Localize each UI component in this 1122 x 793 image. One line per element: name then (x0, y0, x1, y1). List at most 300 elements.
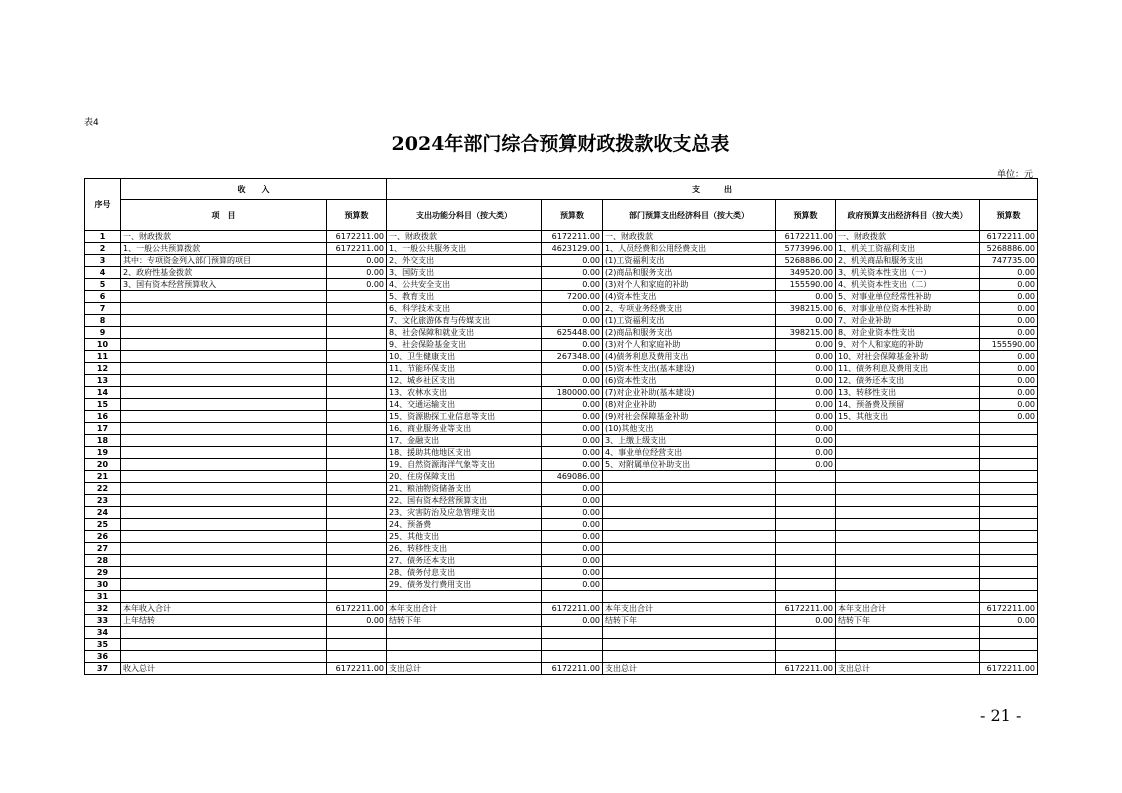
income-item: 1、一般公共预算拨款 (121, 243, 327, 255)
func-item: 13、农林水支出 (387, 387, 542, 399)
gov-econ-amount: 0.00 (980, 267, 1038, 279)
dept-econ-item: 4、事业单位经营支出 (603, 447, 776, 459)
dept-econ-item: 5、对附属单位补助支出 (603, 459, 776, 471)
func-amount: 0.00 (542, 423, 603, 435)
func-item: 18、援助其他地区支出 (387, 447, 542, 459)
gov-econ-item: 4、机关资本性支出（二） (836, 279, 980, 291)
dept-econ-amount (776, 471, 836, 483)
func-item: 29、债务发行费用支出 (387, 579, 542, 591)
gov-econ-amount: 6172211.00 (980, 603, 1038, 615)
header-amount: 预算数 (542, 200, 603, 231)
row-seq: 17 (85, 423, 121, 435)
func-item: 3、国防支出 (387, 267, 542, 279)
row-seq: 25 (85, 519, 121, 531)
func-item: 一、财政拨款 (387, 231, 542, 243)
row-seq: 11 (85, 351, 121, 363)
func-amount: 0.00 (542, 507, 603, 519)
table-row (85, 255, 1038, 267)
dept-econ-item (603, 639, 776, 651)
header-row-1 (85, 179, 1038, 200)
func-amount: 0.00 (542, 567, 603, 579)
gov-econ-amount: 6172211.00 (980, 231, 1038, 243)
table-row (85, 663, 1038, 675)
func-item: 8、社会保障和就业支出 (387, 327, 542, 339)
income-amount (327, 303, 387, 315)
dept-econ-item: (1)工资福利支出 (603, 315, 776, 327)
income-amount (327, 519, 387, 531)
dept-econ-amount: 0.00 (776, 447, 836, 459)
func-amount: 6172211.00 (542, 663, 603, 675)
dept-econ-amount: 398215.00 (776, 303, 836, 315)
table-row (85, 399, 1038, 411)
income-item (121, 459, 327, 471)
func-item: 2、外交支出 (387, 255, 542, 267)
gov-econ-item: 12、债务还本支出 (836, 375, 980, 387)
row-seq: 29 (85, 567, 121, 579)
row-seq: 1 (85, 231, 121, 243)
gov-econ-amount: 0.00 (980, 291, 1038, 303)
gov-econ-amount (980, 567, 1038, 579)
income-amount (327, 555, 387, 567)
func-amount: 0.00 (542, 447, 603, 459)
func-amount: 0.00 (542, 543, 603, 555)
gov-econ-amount (980, 519, 1038, 531)
income-item (121, 375, 327, 387)
row-seq: 27 (85, 543, 121, 555)
table-row (85, 327, 1038, 339)
page-title: 2024年部门综合预算财政拨款收支总表 (391, 133, 730, 155)
row-seq: 10 (85, 339, 121, 351)
gov-econ-amount: 0.00 (980, 351, 1038, 363)
income-item (121, 411, 327, 423)
dept-econ-amount (776, 579, 836, 591)
header-row-2 (85, 200, 1038, 231)
dept-econ-item: (4)资本性支出 (603, 291, 776, 303)
income-item (121, 627, 327, 639)
func-item: 23、灾害防治及应急管理支出 (387, 507, 542, 519)
dept-econ-amount: 6172211.00 (776, 231, 836, 243)
gov-econ-amount (980, 651, 1038, 663)
dept-econ-amount: 0.00 (776, 387, 836, 399)
table-row (85, 423, 1038, 435)
dept-econ-amount (776, 555, 836, 567)
table-row (85, 339, 1038, 351)
dept-econ-item: (2)商品和服务支出 (603, 267, 776, 279)
income-item (121, 519, 327, 531)
row-seq: 3 (85, 255, 121, 267)
row-seq: 26 (85, 531, 121, 543)
func-item: 12、城乡社区支出 (387, 375, 542, 387)
func-amount: 267348.00 (542, 351, 603, 363)
dept-econ-item (603, 519, 776, 531)
table-row (85, 627, 1038, 639)
func-item: 6、科学技术支出 (387, 303, 542, 315)
income-amount: 0.00 (327, 279, 387, 291)
income-amount (327, 543, 387, 555)
gov-econ-item (836, 483, 980, 495)
income-item (121, 567, 327, 579)
gov-econ-amount: 0.00 (980, 327, 1038, 339)
dept-econ-amount (776, 567, 836, 579)
gov-econ-amount: 0.00 (980, 411, 1038, 423)
gov-econ-item (836, 567, 980, 579)
func-amount: 0.00 (542, 615, 603, 627)
func-amount: 0.00 (542, 375, 603, 387)
income-item: 收入总计 (121, 663, 327, 675)
func-item: 本年支出合计 (387, 603, 542, 615)
table-row (85, 495, 1038, 507)
dept-econ-item (603, 567, 776, 579)
dept-econ-item: (4)债务利息及费用支出 (603, 351, 776, 363)
gov-econ-amount (980, 459, 1038, 471)
func-item: 9、社会保险基金支出 (387, 339, 542, 351)
func-amount: 0.00 (542, 555, 603, 567)
income-amount: 6172211.00 (327, 231, 387, 243)
gov-econ-amount (980, 591, 1038, 603)
row-seq: 23 (85, 495, 121, 507)
sheet-tag: 表4 (84, 118, 99, 128)
income-amount (327, 423, 387, 435)
func-amount: 0.00 (542, 519, 603, 531)
func-item: 15、资源勘探工业信息等支出 (387, 411, 542, 423)
gov-econ-item: 1、机关工资福利支出 (836, 243, 980, 255)
header-item: 项 目 (121, 200, 327, 231)
row-seq: 35 (85, 639, 121, 651)
func-item: 10、卫生健康支出 (387, 351, 542, 363)
table-row (85, 639, 1038, 651)
func-amount: 0.00 (542, 459, 603, 471)
table-row (85, 267, 1038, 279)
table-row (85, 567, 1038, 579)
table-row (85, 591, 1038, 603)
gov-econ-amount: 0.00 (980, 375, 1038, 387)
income-amount (327, 315, 387, 327)
gov-econ-item: 14、预备费及预留 (836, 399, 980, 411)
func-amount: 0.00 (542, 279, 603, 291)
dept-econ-amount: 0.00 (776, 291, 836, 303)
gov-econ-amount (980, 579, 1038, 591)
row-seq: 2 (85, 243, 121, 255)
func-item: 11、节能环保支出 (387, 363, 542, 375)
gov-econ-item (836, 579, 980, 591)
gov-econ-item (836, 507, 980, 519)
dept-econ-amount: 0.00 (776, 399, 836, 411)
gov-econ-amount (980, 507, 1038, 519)
table-row (85, 435, 1038, 447)
income-item (121, 351, 327, 363)
income-amount: 0.00 (327, 255, 387, 267)
func-amount: 0.00 (542, 483, 603, 495)
func-item: 17、金融支出 (387, 435, 542, 447)
dept-econ-amount: 155590.00 (776, 279, 836, 291)
income-item (121, 387, 327, 399)
gov-econ-item: 13、转移性支出 (836, 387, 980, 399)
income-amount (327, 399, 387, 411)
income-item (121, 435, 327, 447)
dept-econ-item: (7)对企业补助(基本建设) (603, 387, 776, 399)
dept-econ-item (603, 543, 776, 555)
income-item (121, 423, 327, 435)
row-seq: 15 (85, 399, 121, 411)
income-item (121, 651, 327, 663)
dept-econ-item (603, 531, 776, 543)
header-amount: 预算数 (776, 200, 836, 231)
gov-econ-item: 8、对企业资本性支出 (836, 327, 980, 339)
func-amount: 0.00 (542, 579, 603, 591)
gov-econ-amount: 747735.00 (980, 255, 1038, 267)
func-amount (542, 627, 603, 639)
func-amount: 0.00 (542, 495, 603, 507)
func-amount: 0.00 (542, 531, 603, 543)
func-item (387, 651, 542, 663)
gov-econ-amount (980, 639, 1038, 651)
row-seq: 24 (85, 507, 121, 519)
table-row (85, 375, 1038, 387)
gov-econ-amount (980, 435, 1038, 447)
dept-econ-amount: 0.00 (776, 351, 836, 363)
income-item (121, 339, 327, 351)
row-seq: 4 (85, 267, 121, 279)
income-item (121, 579, 327, 591)
income-amount (327, 531, 387, 543)
dept-econ-item: (1)工资福利支出 (603, 255, 776, 267)
gov-econ-item (836, 423, 980, 435)
dept-econ-item: (2)商品和服务支出 (603, 327, 776, 339)
table-row (85, 231, 1038, 243)
gov-econ-item: 一、财政拨款 (836, 231, 980, 243)
income-amount: 0.00 (327, 267, 387, 279)
income-item (121, 543, 327, 555)
func-amount: 180000.00 (542, 387, 603, 399)
header-amount: 预算数 (980, 200, 1038, 231)
gov-econ-amount (980, 531, 1038, 543)
dept-econ-item: 结转下年 (603, 615, 776, 627)
dept-econ-amount: 5268886.00 (776, 255, 836, 267)
row-seq: 20 (85, 459, 121, 471)
income-amount: 6172211.00 (327, 603, 387, 615)
table-row (85, 483, 1038, 495)
dept-econ-item: 本年支出合计 (603, 603, 776, 615)
func-amount: 0.00 (542, 267, 603, 279)
income-item: 2、政府性基金拨款 (121, 267, 327, 279)
income-item (121, 327, 327, 339)
func-item: 1、一般公共服务支出 (387, 243, 542, 255)
table-row (85, 579, 1038, 591)
func-amount: 4623129.00 (542, 243, 603, 255)
dept-econ-item: (5)资本性支出(基本建设) (603, 363, 776, 375)
func-item: 结转下年 (387, 615, 542, 627)
func-item: 7、文化旅游体育与传媒支出 (387, 315, 542, 327)
unit-label: 单位：元 (996, 170, 1033, 180)
table-row (85, 387, 1038, 399)
dept-econ-amount (776, 483, 836, 495)
dept-econ-item: 3、上缴上级支出 (603, 435, 776, 447)
header-amount: 预算数 (327, 200, 387, 231)
row-seq: 22 (85, 483, 121, 495)
income-item (121, 507, 327, 519)
gov-econ-amount (980, 447, 1038, 459)
gov-econ-item (836, 639, 980, 651)
income-amount (327, 435, 387, 447)
row-seq: 34 (85, 627, 121, 639)
dept-econ-item: (6)资本性支出 (603, 375, 776, 387)
func-amount: 0.00 (542, 363, 603, 375)
income-amount (327, 591, 387, 603)
income-amount (327, 471, 387, 483)
row-seq: 33 (85, 615, 121, 627)
dept-econ-item: (3)对个人和家庭的补助 (603, 279, 776, 291)
gov-econ-item (836, 555, 980, 567)
dept-econ-item (603, 579, 776, 591)
dept-econ-amount: 398215.00 (776, 327, 836, 339)
table-row (85, 543, 1038, 555)
income-item (121, 363, 327, 375)
income-item (121, 315, 327, 327)
income-item: 其中：专项资金列入部门预算的项目 (121, 255, 327, 267)
income-item (121, 555, 327, 567)
gov-econ-item (836, 447, 980, 459)
dept-econ-item: (8)对企业补助 (603, 399, 776, 411)
gov-econ-amount (980, 483, 1038, 495)
header-expense: 支 出 (387, 179, 1038, 200)
dept-econ-item (603, 591, 776, 603)
income-amount (327, 483, 387, 495)
income-amount (327, 567, 387, 579)
table-row (85, 351, 1038, 363)
row-seq: 14 (85, 387, 121, 399)
func-amount: 6172211.00 (542, 603, 603, 615)
table-row (85, 519, 1038, 531)
func-item: 20、住房保障支出 (387, 471, 542, 483)
table-row (85, 531, 1038, 543)
dept-econ-amount (776, 531, 836, 543)
dept-econ-amount: 0.00 (776, 363, 836, 375)
income-amount (327, 627, 387, 639)
income-amount (327, 375, 387, 387)
gov-econ-item: 支出总计 (836, 663, 980, 675)
gov-econ-amount (980, 627, 1038, 639)
income-amount: 6172211.00 (327, 663, 387, 675)
gov-econ-amount: 0.00 (980, 315, 1038, 327)
gov-econ-item: 5、对事业单位经常性补助 (836, 291, 980, 303)
income-amount (327, 447, 387, 459)
dept-econ-item: 一、财政拨款 (603, 231, 776, 243)
header-seq: 序号 (85, 179, 121, 231)
dept-econ-amount: 0.00 (776, 411, 836, 423)
gov-econ-item: 10、对社会保障基金补助 (836, 351, 980, 363)
row-seq: 6 (85, 291, 121, 303)
dept-econ-amount (776, 591, 836, 603)
func-item: 24、预备费 (387, 519, 542, 531)
dept-econ-amount: 0.00 (776, 375, 836, 387)
gov-econ-amount: 0.00 (980, 387, 1038, 399)
income-amount: 6172211.00 (327, 243, 387, 255)
dept-econ-amount (776, 543, 836, 555)
table-row (85, 447, 1038, 459)
gov-econ-item (836, 627, 980, 639)
dept-econ-item: 1、人员经费和公用经费支出 (603, 243, 776, 255)
func-item: 27、债务还本支出 (387, 555, 542, 567)
dept-econ-item (603, 555, 776, 567)
dept-econ-item: 支出总计 (603, 663, 776, 675)
gov-econ-item (836, 543, 980, 555)
func-item: 支出总计 (387, 663, 542, 675)
header-gov-econ: 政府预算支出经济科目（按大类） (836, 200, 980, 231)
dept-econ-amount: 0.00 (776, 315, 836, 327)
table-row (85, 279, 1038, 291)
income-item: 一、财政拨款 (121, 231, 327, 243)
gov-econ-item: 3、机关资本性支出（一） (836, 267, 980, 279)
gov-econ-amount: 0.00 (980, 615, 1038, 627)
dept-econ-item: (9)对社会保障基金补助 (603, 411, 776, 423)
dept-econ-amount (776, 627, 836, 639)
func-item (387, 591, 542, 603)
gov-econ-item: 9、对个人和家庭的补助 (836, 339, 980, 351)
table-row (85, 471, 1038, 483)
income-item: 本年收入合计 (121, 603, 327, 615)
dept-econ-item (603, 627, 776, 639)
gov-econ-item: 11、债务利息及费用支出 (836, 363, 980, 375)
income-item (121, 483, 327, 495)
row-seq: 13 (85, 375, 121, 387)
income-amount (327, 579, 387, 591)
income-amount (327, 291, 387, 303)
dept-econ-amount: 0.00 (776, 459, 836, 471)
dept-econ-amount: 0.00 (776, 423, 836, 435)
func-item: 16、商业服务业等支出 (387, 423, 542, 435)
dept-econ-item (603, 495, 776, 507)
table-row (85, 303, 1038, 315)
dept-econ-item: (10)其他支出 (603, 423, 776, 435)
dept-econ-amount (776, 639, 836, 651)
func-amount: 7200.00 (542, 291, 603, 303)
dept-econ-amount: 0.00 (776, 435, 836, 447)
func-amount: 469086.00 (542, 471, 603, 483)
income-amount (327, 507, 387, 519)
table-row (85, 603, 1038, 615)
gov-econ-item (836, 591, 980, 603)
row-seq: 9 (85, 327, 121, 339)
func-amount (542, 651, 603, 663)
dept-econ-item (603, 471, 776, 483)
row-seq: 21 (85, 471, 121, 483)
table-row (85, 507, 1038, 519)
income-item (121, 447, 327, 459)
income-amount: 0.00 (327, 615, 387, 627)
func-amount: 6172211.00 (542, 231, 603, 243)
income-item (121, 639, 327, 651)
budget-table (84, 178, 1038, 675)
table-row (85, 651, 1038, 663)
income-amount (327, 363, 387, 375)
header-func: 支出功能分科目（按大类） (387, 200, 542, 231)
income-amount (327, 327, 387, 339)
table-row (85, 615, 1038, 627)
table-row (85, 315, 1038, 327)
dept-econ-amount: 5773996.00 (776, 243, 836, 255)
gov-econ-item: 结转下年 (836, 615, 980, 627)
dept-econ-amount (776, 495, 836, 507)
row-seq: 28 (85, 555, 121, 567)
dept-econ-item (603, 507, 776, 519)
gov-econ-item (836, 519, 980, 531)
gov-econ-item: 7、对企业补助 (836, 315, 980, 327)
gov-econ-item (836, 651, 980, 663)
func-item: 22、国有资本经营预算支出 (387, 495, 542, 507)
row-seq: 19 (85, 447, 121, 459)
income-amount (327, 351, 387, 363)
func-item (387, 627, 542, 639)
